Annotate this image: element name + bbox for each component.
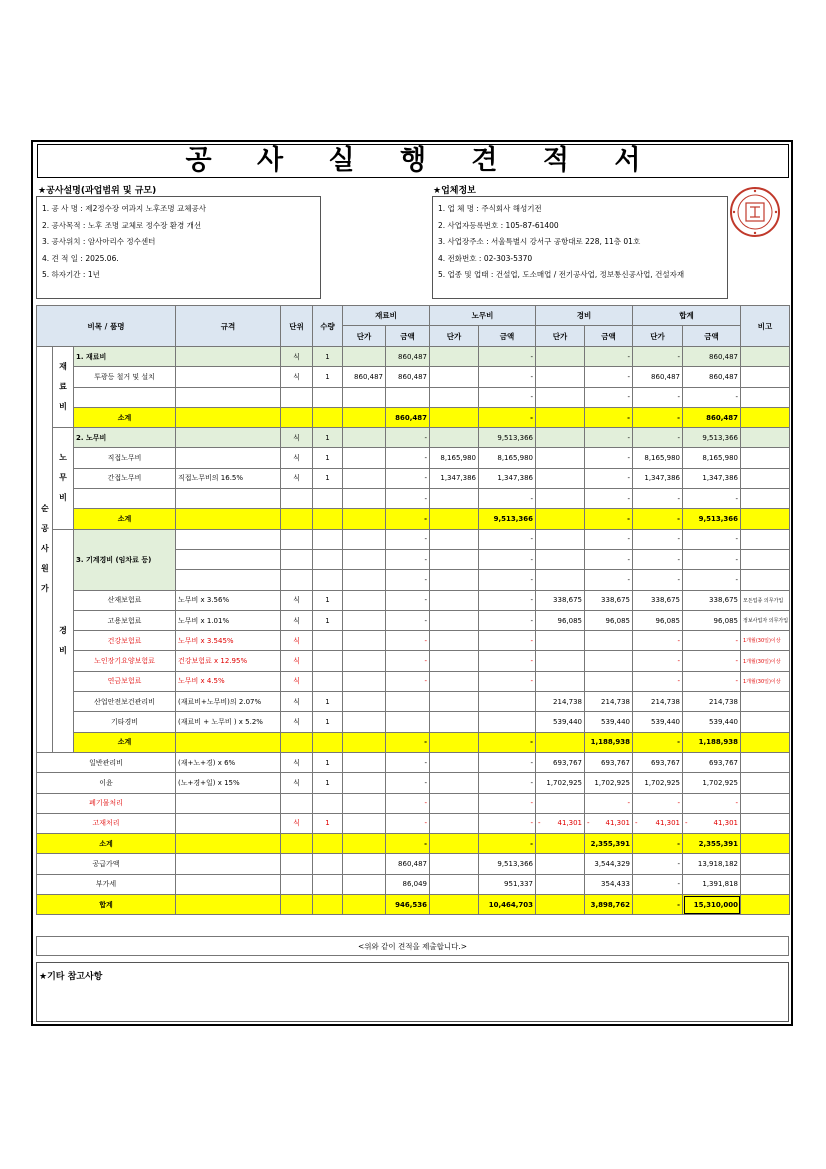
item-name: 건강보험료: [74, 631, 176, 651]
value-cell: -: [386, 509, 430, 529]
header-amount: 금액: [683, 326, 741, 347]
value-cell: 338,675: [633, 590, 683, 610]
value-cell: 1,702,925: [585, 773, 633, 793]
header-remark: 비고: [741, 306, 790, 347]
value-cell: 1,347,386: [479, 468, 536, 488]
item-name: 고재처리: [37, 813, 176, 833]
unit-cell: 식: [281, 590, 313, 610]
spec-cell: [176, 347, 281, 367]
value-text: 41,301: [557, 819, 582, 828]
value-cell: -: [683, 549, 741, 569]
company-info-line: 5. 업종 및 업태 : 건설업, 도소매업 / 전기공사업, 정보통신공사업, 건설자재: [438, 270, 685, 279]
table-row: [37, 347, 790, 367]
item-name: 이윤: [37, 773, 176, 793]
qty-cell: 1: [313, 468, 343, 488]
header-item: 비목 / 품명: [37, 306, 176, 347]
value-cell: -: [683, 651, 741, 671]
item-name: 폐기물처리: [37, 793, 176, 813]
value-cell: 860,487: [386, 367, 430, 387]
table-row: [37, 590, 790, 610]
value-cell: 860,487: [386, 347, 430, 367]
value-cell: 3,544,329: [585, 854, 633, 874]
value-cell: 539,440: [683, 712, 741, 732]
header-unit: 단위: [281, 306, 313, 347]
item-name: 기타경비: [74, 712, 176, 732]
value-cell: -: [479, 813, 536, 833]
value-cell: 539,440: [536, 712, 585, 732]
value-cell: -: [386, 631, 430, 651]
spec-cell: (재료비+노무비)의 2.07%: [176, 692, 281, 712]
table-row: [37, 631, 790, 651]
value-cell: 214,738: [585, 692, 633, 712]
company-info-box: [432, 196, 728, 299]
header-amount: 금액: [479, 326, 536, 347]
value-cell: 354,433: [585, 874, 633, 894]
value-cell: -: [479, 489, 536, 509]
value-cell: -: [585, 509, 633, 529]
table-row: [37, 367, 790, 387]
value-cell: 693,767: [633, 752, 683, 772]
value-cell: -: [633, 793, 683, 813]
value-cell: -: [479, 752, 536, 772]
value-cell: 860,487: [683, 407, 741, 427]
spec-cell: [176, 428, 281, 448]
value-cell: 96,085: [633, 610, 683, 630]
table-row: [37, 752, 790, 772]
unit-cell: 식: [281, 651, 313, 671]
unit-cell: 식: [281, 773, 313, 793]
table-row: [37, 813, 790, 833]
table-row: [37, 387, 790, 407]
value-cell: 214,738: [536, 692, 585, 712]
value-cell: 1,347,386: [633, 468, 683, 488]
value-cell: 96,085: [536, 610, 585, 630]
value-cell: -: [633, 874, 683, 894]
value-cell: 1,702,925: [683, 773, 741, 793]
company-seal-icon: [729, 186, 781, 238]
minus-sign: -: [538, 819, 541, 828]
work-info-line: 3. 공사위치 : 암사아리수 정수센터: [42, 237, 156, 246]
submission-statement: <위와 같이 견적을 제출합니다.>: [36, 936, 789, 956]
value-cell: 860,487: [343, 367, 386, 387]
value-cell: -: [479, 407, 536, 427]
item-name: 산재보험료: [74, 590, 176, 610]
value-cell: -: [479, 631, 536, 651]
qty-cell: 1: [313, 367, 343, 387]
company-info-line: 1. 업 체 명 : 주식회사 해성기전: [438, 204, 542, 213]
value-cell: 214,738: [633, 692, 683, 712]
table-row: [37, 712, 790, 732]
spec-cell: 노무비 x 1.01%: [176, 610, 281, 630]
value-cell: 9,513,366: [683, 428, 741, 448]
value-cell: 539,440: [633, 712, 683, 732]
table-row: [37, 468, 790, 488]
value-cell: -: [479, 367, 536, 387]
value-cell: [633, 813, 683, 833]
item-name: 노인장기요양보험료: [74, 651, 176, 671]
item-name: 일반관리비: [37, 752, 176, 772]
subtotal-label: 소계: [74, 732, 176, 752]
estimate-table: [36, 305, 790, 915]
spec-cell: (재료비 + 노무비 ) x 5.2%: [176, 712, 281, 732]
value-cell: 860,487: [386, 854, 430, 874]
item-name: 3. 기계경비 (임차료 등): [74, 529, 176, 590]
unit-cell: 식: [281, 671, 313, 691]
value-cell: -: [683, 570, 741, 590]
table-row: [37, 793, 790, 813]
header-amount: 금액: [386, 326, 430, 347]
value-cell: 8,165,980: [479, 448, 536, 468]
value-cell: 1,391,818: [683, 874, 741, 894]
value-cell: 3,898,762: [585, 895, 633, 915]
value-cell: 1,702,925: [633, 773, 683, 793]
unit-cell: 식: [281, 813, 313, 833]
value-cell: 860,487: [386, 407, 430, 427]
item-name: 투광등 철거 및 설치: [74, 367, 176, 387]
work-info-line: 4. 견 적 일 : 2025.06.: [42, 253, 119, 263]
value-cell: -: [386, 651, 430, 671]
value-cell: -: [585, 448, 633, 468]
subtotal-label: 소계: [37, 834, 176, 854]
value-cell: -: [683, 529, 741, 549]
notes-box: [36, 962, 789, 1022]
table-row: [37, 448, 790, 468]
value-cell: -: [386, 489, 430, 509]
value-cell: -: [633, 529, 683, 549]
value-cell: -: [633, 347, 683, 367]
value-cell: -: [683, 387, 741, 407]
header-total: 합계: [633, 306, 741, 326]
value-cell: -: [479, 732, 536, 752]
value-cell: -: [479, 651, 536, 671]
header-row: [37, 306, 790, 326]
subtotal-row: [37, 834, 790, 854]
unit-cell: 식: [281, 752, 313, 772]
value-cell: -: [386, 813, 430, 833]
value-cell: 1,702,925: [536, 773, 585, 793]
value-cell: -: [585, 347, 633, 367]
value-cell: -: [386, 448, 430, 468]
value-cell: -: [633, 651, 683, 671]
table-row: [37, 692, 790, 712]
value-text: 41,301: [605, 819, 630, 828]
value-cell: 10,464,703: [479, 895, 536, 915]
side-label-expense: 경 비: [53, 529, 74, 752]
value-cell: -: [585, 489, 633, 509]
value-cell: [536, 813, 585, 833]
side-label-net-cost: 순 공 사 원 가: [37, 347, 53, 753]
value-cell: -: [479, 610, 536, 630]
value-cell: -: [633, 387, 683, 407]
value-cell: 9,513,366: [479, 854, 536, 874]
value-cell: -: [386, 590, 430, 610]
value-cell: -: [386, 549, 430, 569]
value-cell: -: [386, 671, 430, 691]
header-unit-price: 단가: [633, 326, 683, 347]
item-name: 부가세: [37, 874, 176, 894]
grand-total-label: 합계: [37, 895, 176, 915]
value-cell: -: [633, 834, 683, 854]
value-cell: 338,675: [585, 590, 633, 610]
unit-cell: 식: [281, 712, 313, 732]
qty-cell: 1: [313, 590, 343, 610]
unit-cell: 식: [281, 631, 313, 651]
unit-cell: 식: [281, 610, 313, 630]
value-cell: 86,049: [386, 874, 430, 894]
value-cell: -: [633, 631, 683, 651]
value-cell: -: [585, 549, 633, 569]
unit-cell: 식: [281, 448, 313, 468]
table-row: [37, 610, 790, 630]
header-amount: 금액: [585, 326, 633, 347]
qty-cell: 1: [313, 752, 343, 772]
value-cell: [536, 367, 585, 387]
subtotal-label: 소계: [74, 407, 176, 427]
value-cell: -: [479, 590, 536, 610]
value-cell: 9,513,366: [479, 428, 536, 448]
value-cell: -: [585, 793, 633, 813]
unit-cell: 식: [281, 428, 313, 448]
grand-total-value: 15,310,000: [683, 895, 741, 915]
value-cell: [536, 347, 585, 367]
value-cell: -: [633, 407, 683, 427]
value-cell: -: [633, 732, 683, 752]
spec-cell: [176, 367, 281, 387]
value-cell: -: [386, 752, 430, 772]
table-row: [37, 773, 790, 793]
subtotal-row: [37, 509, 790, 529]
item-name: 공급가액: [37, 854, 176, 874]
company-info-line: 3. 사업장주소 : 서울특별시 강서구 공항대로 228, 11층 01호: [438, 237, 641, 246]
header-expense: 경비: [536, 306, 633, 326]
item-name: 고용보험료: [74, 610, 176, 630]
value-cell: 1,188,938: [585, 732, 633, 752]
table-row: [37, 854, 790, 874]
header-labor: 노무비: [430, 306, 536, 326]
value-cell: -: [386, 570, 430, 590]
title-box: [37, 144, 789, 178]
minus-sign: -: [587, 819, 590, 828]
value-cell: 214,738: [683, 692, 741, 712]
work-info-line: 2. 공사목적 : 노후 조명 교체로 정수장 환경 개선: [42, 220, 202, 230]
value-cell: -: [633, 854, 683, 874]
value-cell: -: [479, 671, 536, 691]
value-cell: -: [386, 610, 430, 630]
value-cell: -: [479, 793, 536, 813]
value-cell: 8,165,980: [633, 448, 683, 468]
value-cell: 338,675: [683, 590, 741, 610]
unit-cell: 식: [281, 468, 313, 488]
qty-cell: 1: [313, 813, 343, 833]
header-qty: 수량: [313, 306, 343, 347]
value-cell: -: [585, 428, 633, 448]
subtotal-row: [37, 407, 790, 427]
spec-cell: 노무비 x 3.545%: [176, 631, 281, 651]
value-cell: -: [479, 387, 536, 407]
value-cell: [430, 347, 479, 367]
qty-cell: 1: [313, 692, 343, 712]
spec-cell: 직접노무비의 16.5%: [176, 468, 281, 488]
value-cell: -: [386, 834, 430, 854]
item-name: 산업안전보건관리비: [74, 692, 176, 712]
value-cell: 693,767: [536, 752, 585, 772]
subtotal-label: 소계: [74, 509, 176, 529]
value-cell: -: [479, 834, 536, 854]
value-cell: 1,188,938: [683, 732, 741, 752]
work-info-line: 1. 공 사 명 : 제2정수장 여과지 노후조명 교체공사: [42, 204, 206, 213]
value-cell: -: [633, 509, 683, 529]
value-cell: 96,085: [585, 610, 633, 630]
table-row: [37, 529, 790, 549]
value-cell: 13,918,182: [683, 854, 741, 874]
value-cell: -: [633, 549, 683, 569]
remark-cell: 1개월(30일)이상: [741, 671, 790, 691]
value-cell: 9,513,366: [479, 509, 536, 529]
remark-cell: 정보사업자 의무가입: [741, 610, 790, 630]
value-cell: -: [386, 529, 430, 549]
item-name: 간접노무비: [74, 468, 176, 488]
work-info-line: 5. 하자기간 : 1년: [42, 270, 100, 279]
subtotal-row: [37, 732, 790, 752]
value-cell: -: [683, 489, 741, 509]
value-cell: -: [386, 773, 430, 793]
value-cell: 96,085: [683, 610, 741, 630]
remark-cell: [741, 367, 790, 387]
header-material: 재료비: [343, 306, 430, 326]
qty-cell: 1: [313, 610, 343, 630]
qty-cell: 1: [313, 428, 343, 448]
document-title: 공 사 실 행 견 적 서: [185, 145, 659, 176]
value-cell: 693,767: [585, 752, 633, 772]
qty-cell: 1: [313, 712, 343, 732]
table-row: [37, 428, 790, 448]
value-cell: 8,165,980: [430, 448, 479, 468]
value-cell: [585, 813, 633, 833]
value-cell: [683, 813, 741, 833]
remark-cell: 1개월(30일)이상: [741, 651, 790, 671]
value-cell: -: [479, 773, 536, 793]
table-row: [37, 874, 790, 894]
qty-cell: 1: [313, 448, 343, 468]
remark-cell: 1개월(30일)이상: [741, 631, 790, 651]
remark-cell: [741, 347, 790, 367]
notes-section-label: ★기타 참고사항: [39, 972, 103, 982]
value-cell: 860,487: [683, 367, 741, 387]
spec-cell: 노무비 x 4.5%: [176, 671, 281, 691]
value-cell: -: [386, 793, 430, 813]
value-cell: -: [683, 793, 741, 813]
qty-cell: 1: [313, 347, 343, 367]
value-cell: -: [633, 671, 683, 691]
value-cell: 951,337: [479, 874, 536, 894]
spec-cell: 노무비 x 3.56%: [176, 590, 281, 610]
value-cell: -: [585, 529, 633, 549]
minus-sign: -: [635, 819, 638, 828]
value-cell: -: [683, 631, 741, 651]
value-cell: -: [386, 468, 430, 488]
value-cell: 1,347,386: [430, 468, 479, 488]
value-text: 41,301: [713, 819, 738, 828]
value-cell: -: [633, 570, 683, 590]
value-cell: 693,767: [683, 752, 741, 772]
side-label-labor: 노 무 비: [53, 428, 74, 529]
value-cell: 2,355,391: [683, 834, 741, 854]
value-cell: 1,347,386: [683, 468, 741, 488]
unit-cell: 식: [281, 692, 313, 712]
item-name: 직접노무비: [74, 448, 176, 468]
value-cell: -: [479, 347, 536, 367]
value-cell: -: [585, 407, 633, 427]
value-cell: -: [386, 428, 430, 448]
value-cell: -: [479, 549, 536, 569]
spec-cell: (재+노+경) x 6%: [176, 752, 281, 772]
work-section-label: ★공사설명(과업범위 및 규모): [38, 186, 157, 196]
value-cell: -: [585, 570, 633, 590]
item-name: 연금보험료: [74, 671, 176, 691]
header-unit-price: 단가: [343, 326, 386, 347]
unit-cell: 식: [281, 347, 313, 367]
minus-sign: -: [685, 819, 688, 828]
header-unit-price: 단가: [536, 326, 585, 347]
value-cell: -: [585, 367, 633, 387]
value-cell: 8,165,980: [683, 448, 741, 468]
value-cell: 946,536: [386, 895, 430, 915]
value-cell: -: [633, 895, 683, 915]
grand-total-row: [37, 895, 790, 915]
value-cell: 9,513,366: [683, 509, 741, 529]
value-cell: -: [479, 570, 536, 590]
value-cell: 2,355,391: [585, 834, 633, 854]
qty-cell: 1: [313, 773, 343, 793]
item-name: 1. 재료비: [74, 347, 176, 367]
header-spec: 규격: [176, 306, 281, 347]
value-text: 41,301: [655, 819, 680, 828]
value-cell: -: [585, 468, 633, 488]
value-cell: 338,675: [536, 590, 585, 610]
value-cell: [343, 347, 386, 367]
value-cell: -: [683, 671, 741, 691]
company-info-line: 2. 사업자등록번호 : 105-87-61400: [438, 220, 559, 230]
value-cell: -: [633, 489, 683, 509]
remark-cell: 모든업종 의무가입: [741, 590, 790, 610]
company-info-line: 4. 전화번호 : 02-303-5370: [438, 253, 533, 263]
spec-cell: (노+경+일) x 15%: [176, 773, 281, 793]
value-cell: [430, 367, 479, 387]
work-info-box: [36, 196, 321, 299]
table-row: [37, 651, 790, 671]
value-cell: 860,487: [633, 367, 683, 387]
value-cell: -: [633, 428, 683, 448]
table-row: [37, 489, 790, 509]
value-cell: -: [386, 732, 430, 752]
side-label-material: 재 료 비: [53, 347, 74, 428]
unit-cell: 식: [281, 367, 313, 387]
item-name: 2. 노무비: [74, 428, 176, 448]
company-section-label: ★업체정보: [433, 186, 476, 196]
spec-cell: 건강보험료 x 12.95%: [176, 651, 281, 671]
value-cell: 860,487: [683, 347, 741, 367]
header-unit-price: 단가: [430, 326, 479, 347]
value-cell: -: [479, 529, 536, 549]
table-row: [37, 671, 790, 691]
value-cell: -: [585, 387, 633, 407]
value-cell: 539,440: [585, 712, 633, 732]
